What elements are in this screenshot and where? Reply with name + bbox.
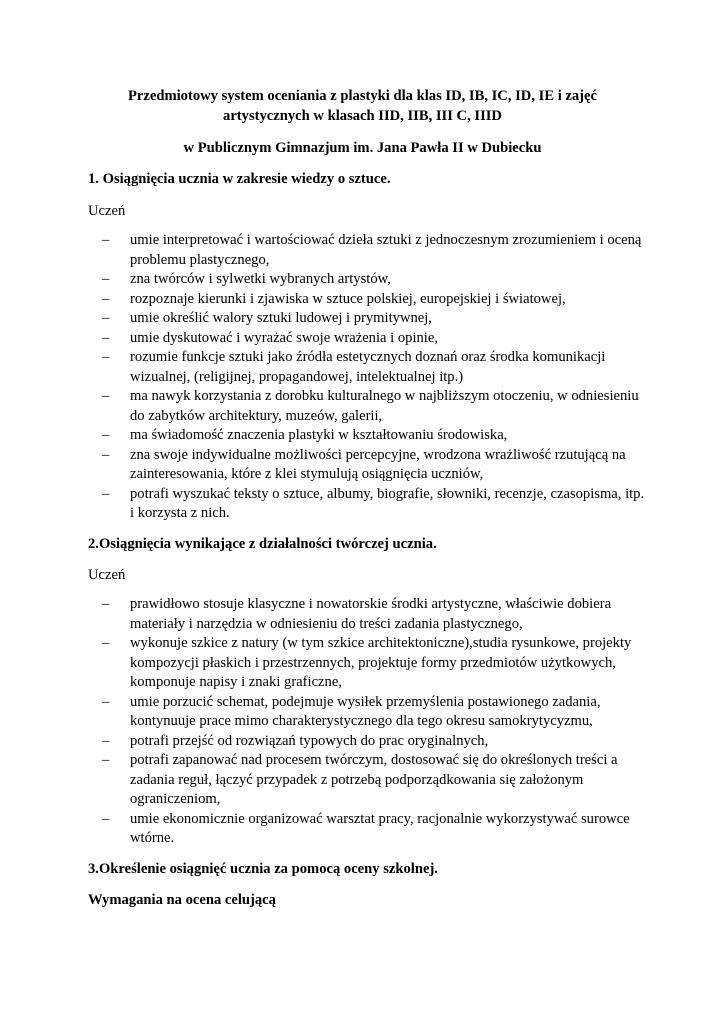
dash-bullet: –: [102, 349, 110, 365]
list-item: [102, 634, 650, 693]
document-title: Przedmiotowy system oceniania z plastyki dla klas ID, IB, IC, ID, IE i zajęć artystycznych w klasach IID, IIB, III C, IIID: [127, 88, 598, 124]
dash-bullet: –: [102, 290, 110, 307]
dash-bullet: –: [102, 232, 110, 248]
list-item-text: umie ekonomicznie organizować warsztat pracy, racjonalnie wykorzystywać surowce wtórne.: [130, 810, 630, 846]
list-item-text: ma nawyk korzystania z dorobku kulturalnego w najbliższym otoczeniu, w odniesieniu do zabytków architektury, muzeów, galerii,: [130, 388, 639, 424]
list-item-text: rozpoznaje kierunki i zjawiska w sztuce polskiej, europejskiej i światowej,: [130, 290, 566, 307]
dash-bullet: –: [102, 485, 110, 502]
dash-bullet: –: [102, 752, 110, 768]
grade-requirements-heading: Wymagania na ocena celującą: [88, 892, 276, 908]
list-item: [102, 810, 650, 849]
section-2-intro: Uczeń: [88, 567, 126, 583]
dash-bullet: –: [102, 329, 110, 346]
list-item: [102, 751, 650, 810]
dash-bullet: –: [102, 635, 110, 651]
list-item: [102, 595, 650, 634]
list-item-text: ma świadomość znaczenia plastyki w kształtowaniu środowiska,: [130, 427, 508, 443]
list-item-text: potrafi zapanować nad procesem twórczym, dostosować się do określonych treści a zadania reguł, łączyć przypadek z potrzebą podporządkowania się założonym ograniczeniom,: [130, 752, 618, 807]
list-item: [102, 426, 650, 446]
section-1-heading: 1. Osiągnięcia ucznia w zakresie wiedzy o sztuce.: [88, 171, 391, 187]
list-item-text: umie dyskutować i wyrażać swoje wrażenia i opinie,: [130, 329, 438, 346]
list-item: [102, 387, 650, 426]
list-item-text: wykonuje szkice z natury (w tym szkice architektoniczne),studia rysunkowe, projekty kompozycji płaskich i przestrzennych, projektuje formy przedmiotów użytkowych, komponuje napisy i znaki graficzne,: [130, 635, 632, 690]
section-2-heading: 2.Osiągnięcia wynikające z działalności twórczej ucznia.: [88, 536, 437, 552]
dash-bullet: –: [102, 693, 110, 710]
section-1-list: [102, 231, 650, 524]
dash-bullet: –: [102, 446, 110, 463]
dash-bullet: –: [102, 596, 110, 612]
dash-bullet: –: [102, 271, 110, 287]
section-1-intro: Uczeń: [88, 203, 126, 219]
list-item: [102, 231, 650, 270]
list-item-text: potrafi przejść od rozwiązań typowych do prac oryginalnych,: [130, 732, 489, 749]
list-item: [102, 348, 650, 387]
list-item-text: rozumie funkcje sztuki jako źródła estetycznych doznań oraz środka komunikacji wizualnej, (religijnej, propagandowej, intelektualnej itp.): [130, 349, 606, 385]
list-item-text: zna swoje indywidualne możliwości percepcyjne, wrodzona wrażliwość rzutującą na zainteresowania, które z klei stymulują osiągnięcia uczniów,: [130, 446, 626, 482]
list-item-text: umie określić walory sztuki ludowej i prymitywnej,: [130, 310, 432, 326]
section-3-heading: 3.Określenie osiągnięć ucznia za pomocą oceny szkolnej.: [88, 861, 438, 877]
dash-bullet: –: [102, 310, 110, 326]
document-subtitle: w Publicznym Gimnazjum im. Jana Pawła II w Dubiecku: [183, 140, 542, 156]
list-item: [102, 329, 650, 349]
list-item: [102, 290, 650, 310]
list-item: [102, 270, 650, 290]
dash-bullet: –: [102, 732, 110, 749]
list-item-text: potrafi wyszukać teksty o sztuce, albumy, biografie, słowniki, recenzje, czasopisma, itp. i korzysta z nich.: [130, 485, 645, 521]
list-item: [102, 732, 650, 752]
list-item-text: zna twórców i sylwetki wybranych artystów,: [130, 271, 391, 287]
list-item: [102, 485, 650, 524]
list-item-text: prawidłowo stosuje klasyczne i nowatorskie środki artystyczne, właściwie dobiera materiały i narzędzia w odniesieniu do treści zadania plastycznego,: [130, 596, 612, 632]
list-item: [102, 693, 650, 732]
dash-bullet: –: [102, 427, 110, 443]
list-item: [102, 446, 650, 485]
dash-bullet: –: [102, 388, 110, 404]
dash-bullet: –: [102, 810, 110, 827]
list-item-text: umie interpretować i wartościować dzieła sztuki z jednoczesnym zrozumieniem i oceną problemu plastycznego,: [130, 232, 642, 268]
list-item: [102, 309, 650, 329]
list-item-text: umie porzucić schemat, podejmuje wysiłek przemyślenia postawionego zadania, kontynuuje prace mimo charakterystycznego dla tego okresu samokrytycyzmu,: [130, 693, 601, 729]
section-2-list: [102, 595, 650, 849]
